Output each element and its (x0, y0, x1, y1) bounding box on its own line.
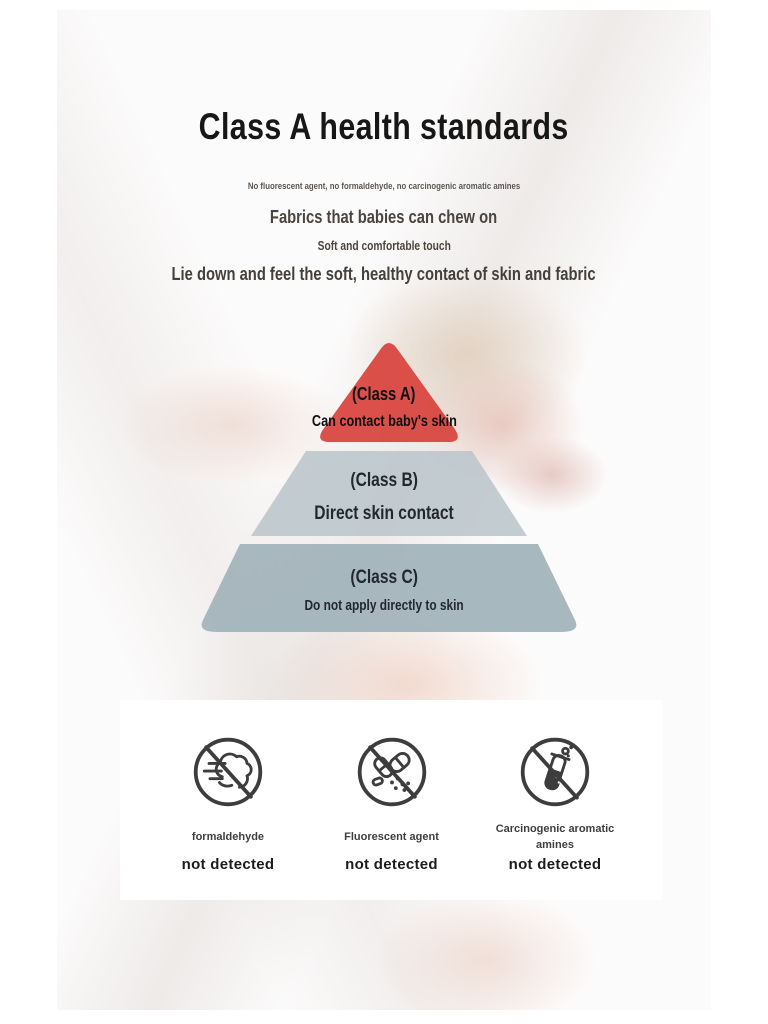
class-a-label-text: (Class A) (352, 384, 416, 404)
tagline-primary-text: Fabrics that babies can chew on (270, 207, 498, 227)
result-label: not detected (508, 856, 602, 873)
class-c-description-text: Do not apply directly to skin (304, 598, 464, 614)
class-b-description (0, 503, 768, 525)
page-title-text: Class A health standards (198, 106, 570, 147)
test-results-panel (120, 700, 663, 900)
class-b-label (0, 470, 768, 492)
no-fluorescent-agent-icon (354, 734, 430, 810)
substance-label: Carcinogenic aromatic amines (495, 822, 615, 851)
result-label: not detected (181, 856, 275, 873)
subtitle (0, 181, 768, 192)
class-a-label (0, 384, 768, 405)
substance-label: Fluorescent agent (344, 830, 439, 843)
test-item-carcinogenic-aromatic-amines (475, 734, 635, 900)
result-label: not detected (345, 856, 438, 873)
subtitle-text: No fluorescent agent, no formaldehyde, no carcinogenic aromatic amines (247, 181, 521, 192)
no-carcinogenic-aromatic-amines-icon (517, 734, 593, 810)
class-c-label-text: (Class C) (350, 567, 418, 588)
tagline-secondary-text: Soft and comfortable touch (317, 239, 451, 253)
no-formaldehyde-icon (190, 734, 266, 810)
tagline-primary (0, 207, 768, 228)
page-title (0, 106, 768, 148)
tagline-tertiary-text: Lie down and feel the soft, healthy contact of skin and fabric (171, 264, 596, 284)
class-c-label (0, 567, 768, 589)
tagline-tertiary (0, 264, 768, 285)
class-a-description (0, 413, 768, 431)
tagline-secondary (0, 239, 768, 253)
class-b-label-text: (Class B) (350, 470, 418, 491)
test-item-fluorescent-agent (312, 734, 472, 900)
class-a-description-text: Can contact baby's skin (311, 413, 457, 430)
class-c-description (0, 598, 768, 614)
test-item-formaldehyde (148, 734, 308, 900)
substance-label: formaldehyde (191, 830, 265, 843)
class-b-description-text: Direct skin contact (314, 503, 454, 524)
